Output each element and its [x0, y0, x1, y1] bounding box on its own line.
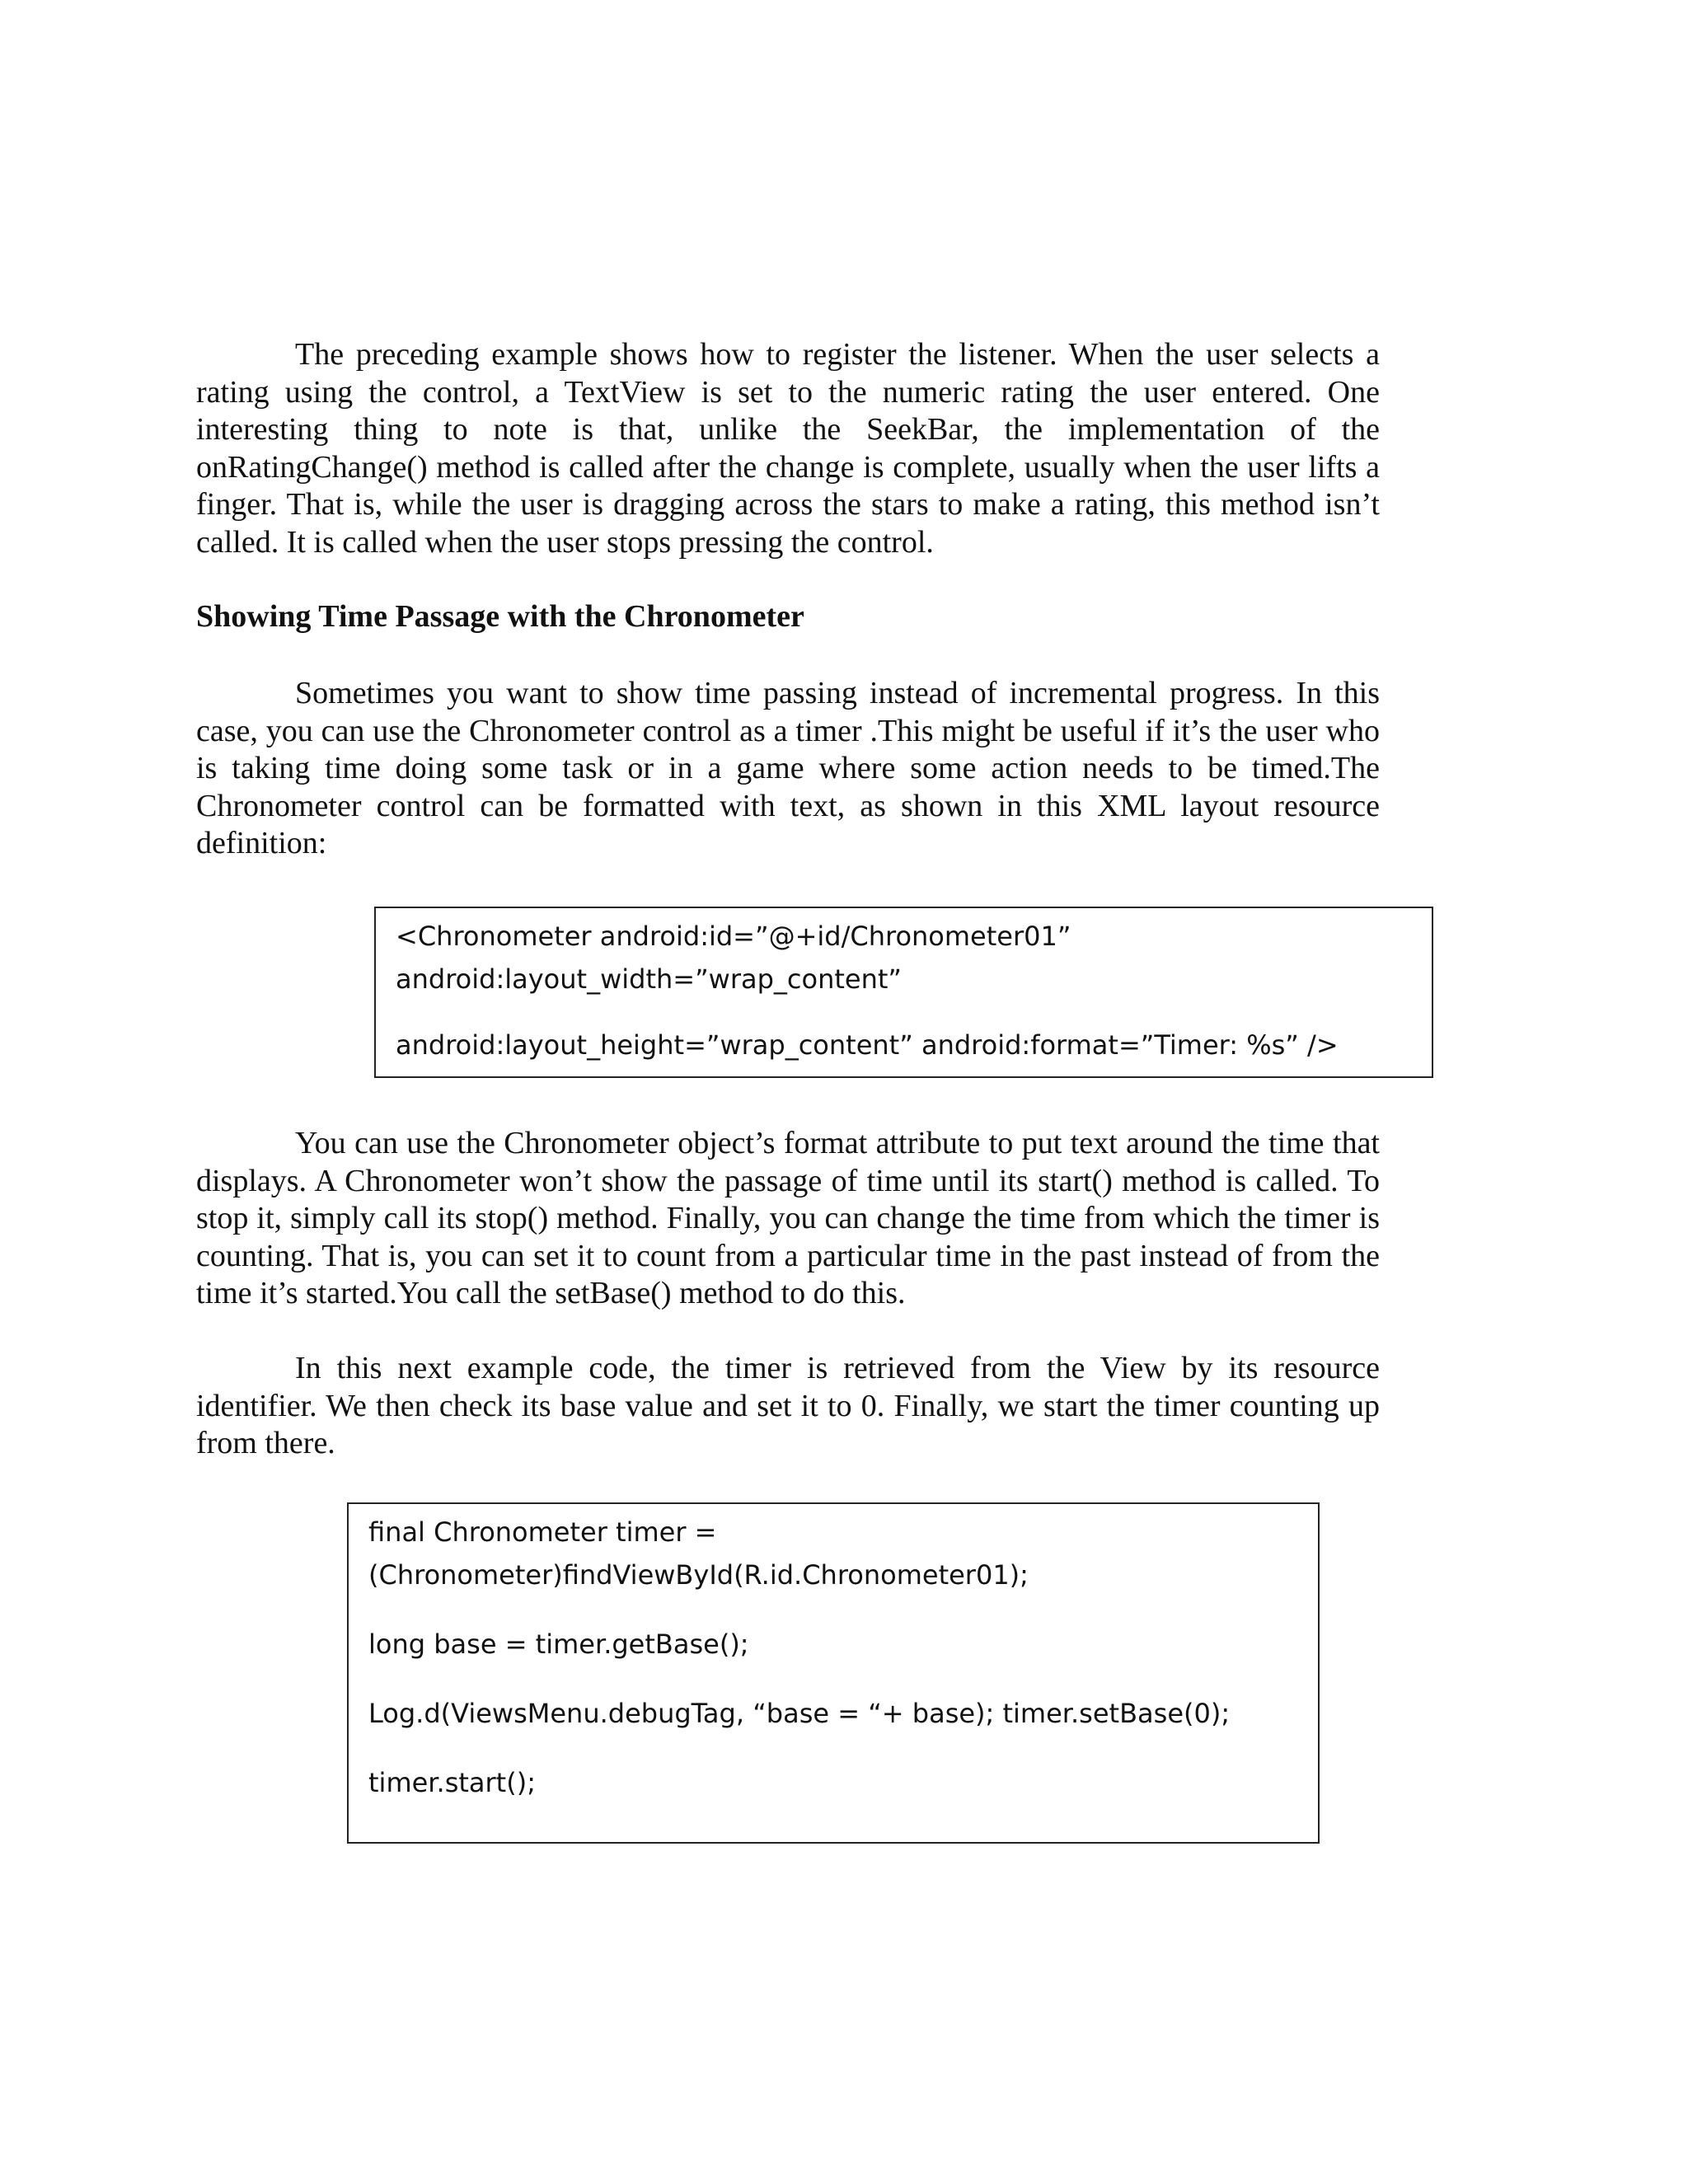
paragraph-chronometer-intro: Sometimes you want to show time passing instead of incremental progress. In this case, you can use the Chronometer control as a timer .This might be useful if it’s the user who is taking time doing some task or in a game where some action needs to be timed.The Chronometer control can be formatted with text, as shown in this XML layout resource definition:	[196, 676, 1380, 861]
paragraph-example-intro: In this next example code, the timer is retrieved from the View by its resource identifier. We then check its base value and set it to 0. Finally, we start the timer counting up from there.	[196, 1351, 1380, 1461]
section-heading: Showing Time Passage with the Chronometer	[196, 599, 804, 634]
java-code-box	[347, 1502, 1320, 1844]
code-line: long base = timer.getBase();	[368, 1629, 749, 1660]
code-line: android:layout_width=”wrap_content”	[396, 963, 902, 995]
code-line: <Chronometer android:id=”@+id/Chronometer01”	[396, 921, 1071, 952]
code-line: final Chronometer timer =	[368, 1516, 717, 1548]
paragraph-rating-listener: The preceding example shows how to register the listener. When the user selects a rating using the control, a TextView is set to the numeric rating the user entered. One interesting thing to note is that, unlike the SeekBar, the implementation of the onRatingChange() method is called after the change is complete, usually when the user lifts a finger. That is, while the user is dragging across the stars to make a rating, this method isn’t called. It is called when the user stops pressing the control.	[196, 337, 1380, 560]
code-line: Log.d(ViewsMenu.debugTag, “base = “+ base); timer.setBase(0);	[368, 1698, 1231, 1729]
code-line: (Chronometer)findViewById(R.id.Chronometer01);	[368, 1559, 1029, 1591]
code-line: android:layout_height=”wrap_content” android:format=”Timer: %s” />	[396, 1029, 1339, 1061]
paragraph-format-attribute: You can use the Chronometer object’s format attribute to put text around the time that displays. A Chronometer won’t show the passage of time until its start() method is called. To stop it, simply call its stop() method. Finally, you can change the time from which the timer is counting. That is, you can set it to count from a particular time in the past instead of from the time it’s started.You call the setBase() method to do this.	[196, 1126, 1380, 1311]
xml-code-box	[374, 907, 1433, 1078]
code-line: timer.start();	[368, 1767, 536, 1798]
